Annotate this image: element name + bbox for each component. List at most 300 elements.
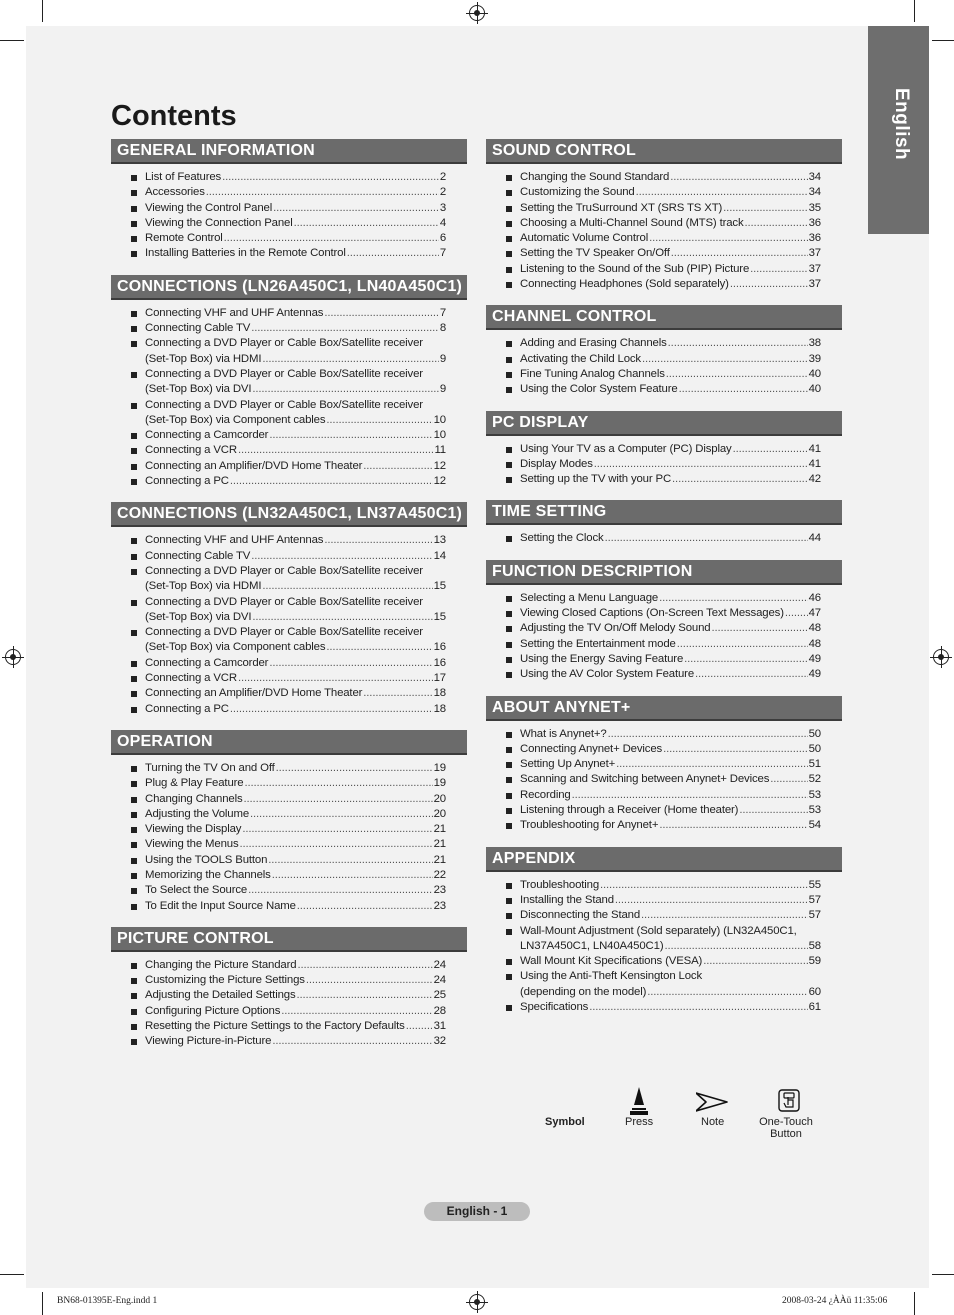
entry-line [520,246,821,261]
crop-mark [932,1274,954,1275]
toc-entry[interactable] [506,606,821,621]
entry-page-number: 19 [433,761,446,774]
toc-entry[interactable] [131,671,446,686]
entry-line [145,686,446,701]
dot-leader [616,757,807,772]
entry-page-number: 37 [808,278,821,291]
toc-entry[interactable] [506,457,821,472]
entry-line [145,973,446,988]
toc-entry[interactable] [131,973,446,988]
toc-section [111,502,467,717]
entry-line [145,382,446,397]
dot-leader [750,262,807,277]
toc-entry[interactable] [506,246,821,261]
bullet-icon [506,762,512,768]
entry-title: Memorizing the Channels [145,868,271,881]
entry-title: Scanning and Switching between Anynet+ Devices [520,773,770,786]
toc-entry[interactable] [506,803,821,818]
toc-entry[interactable] [506,472,821,487]
bullet-icon [506,657,512,663]
crop-mark [42,0,43,22]
entry-page-number: 10 [433,429,446,442]
entry-list [486,531,842,546]
entry-page-number: 18 [433,702,446,715]
page-title: Contents [111,100,237,132]
toc-entry[interactable] [131,398,446,429]
toc-entry[interactable] [131,686,446,701]
bullet-icon [131,448,137,454]
toc-entry[interactable] [131,201,446,216]
entry-line [520,336,821,351]
section-heading: TIME SETTING [486,500,842,525]
bullet-icon [506,236,512,242]
toc-entry[interactable] [131,306,446,321]
entry-line [145,185,446,200]
dot-leader [666,367,808,382]
entry-page-number: 16 [433,641,446,654]
dot-leader [642,352,808,367]
entry-page-number: 54 [808,819,821,832]
entry-page-number: 51 [808,758,821,771]
entry-line [520,924,821,939]
press-label: Press [625,1116,654,1128]
bullet-icon [131,554,137,560]
one-touch-label-line: Button [770,1128,802,1140]
bullet-icon [506,808,512,814]
entry-title: Connecting a VCR [145,672,237,685]
entry-title: Adding and Erasing Channels [520,337,667,350]
dot-leader [770,772,807,787]
bullet-icon [506,883,512,889]
entry-page-number: 2 [439,186,446,199]
toc-entry[interactable] [506,772,821,787]
entry-title: Viewing Closed Captions (On-Screen Text Messages) [520,607,784,620]
toc-entry[interactable] [131,837,446,852]
entry-line [145,671,446,686]
entry-line [145,201,446,216]
entry-page-number: 7 [439,306,446,319]
toc-entry[interactable] [506,352,821,367]
toc-entry[interactable] [131,988,446,1003]
toc-entry[interactable] [506,757,821,772]
toc-entry[interactable] [506,652,821,667]
bullet-icon [131,707,137,713]
entry-title: Connecting a DVD Player or Cable Box/Satellite receiver [145,367,423,380]
dot-leader [641,908,808,923]
entry-line [145,776,446,791]
bullet-icon [131,311,137,317]
entry-title: Viewing Picture-in-Picture [145,1035,272,1048]
toc-entry[interactable] [131,367,446,398]
entry-page-number: 20 [433,807,446,820]
toc-entry[interactable] [131,822,446,837]
dot-leader [649,231,808,246]
entry-page-number: 24 [433,958,446,971]
crop-mark [914,0,915,22]
toc-section [111,927,467,1050]
bullet-icon [506,357,512,363]
toc-entry[interactable] [131,958,446,973]
toc-entry[interactable] [506,727,821,742]
entry-line [520,606,821,621]
toc-entry[interactable] [131,246,446,261]
bullet-icon [506,282,512,288]
dot-leader [594,457,808,472]
toc-entry[interactable] [506,1000,821,1015]
entry-line [145,564,446,579]
entry-page-number: 21 [433,823,446,836]
entry-title: Viewing the Connection Panel [145,216,293,229]
toc-entry[interactable] [506,231,821,246]
entry-line [145,216,446,231]
dot-leader [244,792,433,807]
entry-title: Specifications [520,1000,589,1013]
toc-entry[interactable] [506,442,821,457]
toc-entry[interactable] [506,954,821,969]
dot-leader [269,428,432,443]
entry-line [520,652,821,667]
entry-title: Connecting a PC [145,475,229,488]
entry-line [145,306,446,321]
toc-entry[interactable] [131,321,446,336]
toc-entry[interactable] [131,533,446,548]
entry-line [145,336,446,351]
entry-title: Using Your TV as a Computer (PC) Display [520,442,732,455]
entry-title: Connecting VHF and UHF Antennas [145,534,324,547]
bullet-icon [506,387,512,393]
dot-leader [695,667,808,682]
note-label: Note [701,1116,725,1128]
bullet-icon [131,827,137,833]
entry-page-number: 11 [434,444,446,457]
toc-entry[interactable] [131,1019,446,1034]
entry-page-number: 41 [808,457,821,470]
entry-title: Plug & Play Feature [145,777,244,790]
bullet-icon [131,812,137,818]
toc-entry[interactable] [131,761,446,776]
dot-leader [572,788,808,803]
entry-page-number: 31 [433,1020,446,1033]
entry-line [520,185,821,200]
bullet-icon [131,797,137,803]
entry-title: Connecting Anynet+ Devices [520,742,663,755]
entry-title: Fine Tuning Analog Channels [520,367,665,380]
entry-page-number: 12 [433,459,446,472]
crop-mark [932,40,954,41]
dot-leader [347,246,439,261]
bullet-icon [131,464,137,470]
entry-title: (Set-Top Box) via Component cables [145,641,326,654]
toc-entry[interactable] [131,868,446,883]
toc-entry[interactable] [131,883,446,898]
section-heading: SOUND CONTROL [486,139,842,164]
entry-title: Connecting a VCR [145,444,237,457]
entry-title: (Set-Top Box) via DVI [145,610,252,623]
toc-entry[interactable] [506,185,821,200]
toc-entry[interactable] [131,807,446,822]
bullet-icon [506,477,512,483]
entry-title: Connecting a DVD Player or Cable Box/Satellite receiver [145,564,423,577]
entry-page-number: 16 [433,656,446,669]
bullet-icon [506,913,512,919]
toc-entry[interactable] [131,776,446,791]
toc-entry[interactable] [506,367,821,382]
crop-mark [914,1292,915,1315]
entry-title: Setting the Entertainment mode [520,637,676,650]
entry-line [145,988,446,1003]
toc-entry[interactable] [131,549,446,564]
toc-entry[interactable] [506,667,821,682]
language-tab-label: English [891,88,912,161]
dot-leader [269,656,432,671]
toc-entry[interactable] [506,591,821,606]
entry-title: Connecting a DVD Player or Cable Box/Satellite receiver [145,626,423,639]
toc-entry[interactable] [506,742,821,757]
entry-title: (Set-Top Box) via Component cables [145,413,326,426]
footer-file-name: BN68-01395E-Eng.indd 1 [57,1296,158,1306]
bullet-icon [131,236,137,242]
toc-entry[interactable] [506,878,821,893]
entry-line [520,969,821,984]
press-icon [629,1087,649,1115]
entry-title: Configuring Picture Options [145,1004,281,1017]
entry-line [145,549,446,564]
entry-title: Using the Color System Feature [520,383,678,396]
entry-line [145,640,446,655]
dot-leader [224,231,439,246]
entry-line [145,610,446,625]
entry-line [520,442,821,457]
bullet-icon [506,206,512,212]
bullet-icon [506,341,512,347]
dot-leader [659,818,807,833]
entry-page-number: 15 [433,610,446,623]
entry-line [520,893,821,908]
entry-title: Changing the Sound Standard [520,171,670,183]
entry-line [145,761,446,776]
entry-line [145,413,446,428]
entry-line [145,579,446,594]
entry-page-number: 50 [808,727,821,740]
entry-title: Wall Mount Kit Specifications (VESA) [520,955,703,968]
dot-leader [272,1034,432,1049]
bullet-icon [131,842,137,848]
bullet-icon [506,626,512,632]
entry-title: Connecting a DVD Player or Cable Box/Satellite receiver [145,595,423,608]
entry-title: Listening to the Sound of the Sub (PIP) Picture [520,262,750,275]
entry-page-number: 53 [808,788,821,801]
entry-page-number: 23 [433,884,446,897]
entry-line [520,757,821,772]
registration-mark-icon [933,649,949,665]
left-column [111,139,467,1063]
dot-leader [248,883,433,898]
entry-title: Setting the Clock [520,532,604,545]
dot-leader [251,321,439,336]
entry-line [520,727,821,742]
bullet-icon [131,479,137,485]
entry-title: (Set-Top Box) via HDMI [145,352,262,365]
entry-page-number: 4 [439,216,446,229]
entry-page-number: 36 [808,216,821,229]
entry-line [520,788,821,803]
entry-page-number: 35 [808,201,821,214]
entry-title: (Set-Top Box) via DVI [145,383,252,396]
bullet-icon [131,372,137,378]
dot-leader [297,899,433,914]
entry-line [145,474,446,489]
entry-title: (Set-Top Box) via HDMI [145,580,262,593]
toc-entry[interactable] [131,656,446,671]
entry-line [520,382,821,397]
toc-entry[interactable] [506,216,821,231]
toc-entry[interactable] [131,564,446,595]
entry-title: Connecting VHF and UHF Antennas [145,306,324,319]
toc-entry[interactable] [131,336,446,367]
toc-entry[interactable] [506,170,821,185]
toc-entry[interactable] [506,336,821,351]
toc-entry[interactable] [506,969,821,1000]
bullet-icon [506,372,512,378]
right-column [486,139,842,1028]
entry-title: Adjusting the Volume [145,807,250,820]
toc-section [111,275,467,490]
dot-leader [273,201,439,216]
dot-leader [230,474,433,489]
bullet-icon [131,676,137,682]
toc-section [486,500,842,546]
entry-page-number: 28 [433,1004,446,1017]
toc-entry[interactable] [506,818,821,833]
toc-entry[interactable] [506,924,821,955]
dot-leader [272,868,433,883]
entry-line [145,853,446,868]
entry-line [520,472,821,487]
entry-page-number: 18 [433,687,446,700]
section-heading: CONNECTIONS (LN32A450C1, LN37A450C1) [111,502,467,527]
entry-list [111,306,467,490]
entry-page-number: 61 [808,1000,821,1013]
dot-leader [297,958,432,973]
toc-entry[interactable] [131,1004,446,1019]
dot-leader [238,671,433,686]
entry-line [520,878,821,893]
dot-leader [636,185,808,200]
section-heading: ABOUT ANYNET+ [486,696,842,721]
entry-line [145,899,446,914]
entry-title: Wall-Mount Adjustment (Sold separately) (LN32A450C1, [520,924,797,937]
one-touch-button-icon [778,1089,800,1112]
entry-line [145,170,446,185]
toc-entry[interactable] [131,1034,446,1049]
toc-section [486,411,842,488]
bullet-icon [506,447,512,453]
toc-entry[interactable] [131,443,446,458]
toc-entry[interactable] [131,702,446,717]
section-heading: GENERAL INFORMATION [111,139,467,164]
toc-entry[interactable] [506,621,821,636]
toc-entry[interactable] [131,595,446,626]
toc-entry[interactable] [131,231,446,246]
bullet-icon [131,978,137,984]
dot-leader [252,382,438,397]
toc-entry[interactable] [506,262,821,277]
toc-entry[interactable] [506,201,821,216]
dot-leader [600,878,808,893]
toc-entry[interactable] [131,216,446,231]
entry-title: Customizing the Sound [520,186,635,199]
bullet-icon [131,993,137,999]
entry-line [145,837,446,852]
bullet-icon [506,959,512,965]
bullet-icon [506,823,512,829]
entry-page-number: 34 [808,171,821,183]
dot-leader [250,807,433,822]
entry-title: Viewing the Menus [145,838,239,851]
footer-timestamp: 2008-03-24 ¿ÀÀü 11:35:06 [782,1296,888,1306]
entry-line [145,656,446,671]
toc-entry[interactable] [506,788,821,803]
toc-entry[interactable] [131,428,446,443]
toc-entry[interactable] [131,170,446,185]
entry-list [486,336,842,397]
toc-entry[interactable] [131,853,446,868]
entry-line [520,667,821,682]
toc-entry[interactable] [506,893,821,908]
entry-title: Using the Anti-Theft Kensington Lock [520,970,703,983]
entry-line [145,807,446,822]
toc-entry[interactable] [131,185,446,200]
toc-entry[interactable] [506,908,821,923]
toc-entry[interactable] [131,459,446,474]
entry-list [111,170,467,262]
dot-leader [363,686,432,701]
toc-entry[interactable] [131,899,446,914]
entry-page-number: 14 [433,549,446,562]
dot-leader [281,1004,432,1019]
bullet-icon [506,747,512,753]
toc-entry[interactable] [506,531,821,546]
entry-page-number: 57 [808,909,821,922]
entry-line [145,1004,446,1019]
entry-line [520,621,821,636]
entry-title: Using the TOOLS Button [145,853,268,866]
entry-title: Changing Channels [145,792,243,805]
entry-page-number: 3 [439,201,446,214]
entry-page-number: 9 [439,352,446,365]
toc-entry[interactable] [131,625,446,656]
registration-mark-icon [469,5,485,21]
entry-line [520,231,821,246]
dot-leader [671,246,808,261]
toc-section [486,847,842,1016]
entry-page-number: 40 [808,367,821,380]
toc-entry[interactable] [131,792,446,807]
toc-entry[interactable] [506,637,821,652]
entry-title: Connecting Headphones (Sold separately) [520,278,729,291]
entry-page-number: 6 [439,232,446,245]
toc-entry[interactable] [506,277,821,292]
entry-title: Viewing the Display [145,823,242,836]
toc-entry[interactable] [131,474,446,489]
entry-line [520,591,821,606]
entry-page-number: 8 [439,322,446,335]
entry-page-number: 60 [808,985,821,998]
entry-title: Resetting the Picture Settings to the Factory Defaults [145,1020,405,1033]
toc-entry[interactable] [506,382,821,397]
entry-line [520,457,821,472]
entry-line [520,637,821,652]
